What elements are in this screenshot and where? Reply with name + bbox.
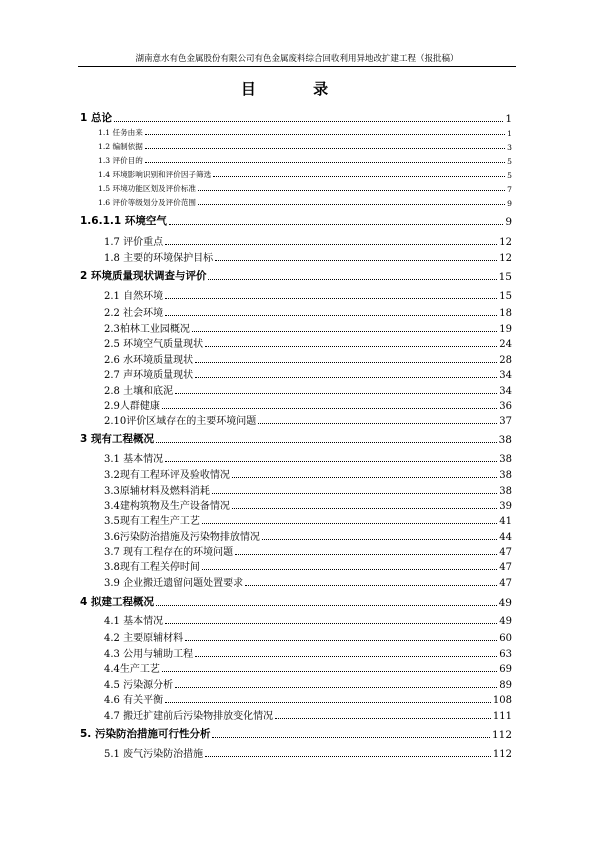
toc-page-number: 1 xyxy=(505,113,512,125)
toc-entry[interactable] xyxy=(104,707,512,722)
toc-entry-label: 3.7 现有工程存在的环境问题 xyxy=(104,547,234,558)
toc-entry[interactable] xyxy=(104,450,512,465)
toc-leader-dots xyxy=(235,554,497,555)
toc-entry-label: 3.6污染防治措施及污染物排放情况 xyxy=(104,532,260,543)
toc-page-number: 15 xyxy=(499,291,512,302)
toc-entry[interactable] xyxy=(80,594,512,609)
toc-leader-dots xyxy=(192,331,497,332)
toc-entry[interactable] xyxy=(80,110,512,125)
toc-entry-label: 5. 污染防治措施可行性分析 xyxy=(80,728,211,740)
toc-page-number: 5 xyxy=(507,157,512,166)
toc-leader-dots xyxy=(165,244,497,245)
toc-page-number: 39 xyxy=(499,501,512,512)
toc-leader-dots xyxy=(162,671,497,672)
toc-page-number: 28 xyxy=(499,355,512,366)
toc-entry[interactable] xyxy=(104,497,512,512)
toc-entry-label: 2.7 声环境质量现状 xyxy=(104,370,194,381)
toc-entry-label: 4.6 有关平衡 xyxy=(104,695,164,706)
toc-leader-dots xyxy=(198,204,505,205)
toc-entry-label: 4.5 污染源分析 xyxy=(104,680,174,691)
toc-page-number: 47 xyxy=(499,547,512,558)
toc-entry[interactable] xyxy=(104,366,512,381)
toc-page-number: 108 xyxy=(492,695,512,706)
toc-entry-label: 3.4建构筑物及生产设备情况 xyxy=(104,501,230,512)
toc-entry[interactable] xyxy=(104,558,512,573)
toc-page-number: 49 xyxy=(498,597,512,609)
toc-entry[interactable] xyxy=(104,574,512,589)
toc-page-number: 44 xyxy=(499,532,512,543)
toc-leader-dots xyxy=(215,260,497,261)
toc-entry[interactable] xyxy=(80,268,512,283)
toc-page-number: 38 xyxy=(498,434,512,446)
toc-entry[interactable] xyxy=(104,304,512,319)
toc-page-number: 7 xyxy=(507,185,512,194)
toc-page-number: 24 xyxy=(499,339,512,350)
toc-page-number: 60 xyxy=(499,633,512,644)
toc-entry-label: 2.3柏林工业园概况 xyxy=(104,324,190,335)
toc-entry-label: 3.1 基本情况 xyxy=(104,454,164,465)
toc-leader-dots xyxy=(156,442,497,443)
toc-entry-label: 2.2 社会环境 xyxy=(104,308,164,319)
toc-entry-label: 3.8现有工程关停时间 xyxy=(104,562,200,573)
toc-entry[interactable] xyxy=(98,127,512,138)
toc-page-number: 34 xyxy=(499,386,512,397)
toc-entry[interactable] xyxy=(104,351,512,366)
toc-entry-label: 2.6 水环境质量现状 xyxy=(104,355,194,366)
toc-leader-dots xyxy=(262,539,497,540)
toc-entry-label: 4.3 公用与辅助工程 xyxy=(104,649,194,660)
running-header: 湖南意水有色金属股份有限公司有色金属废料综合回收利用异地改扩建工程（报批稿） xyxy=(78,52,516,67)
toc-entry-label: 1.3 评价目的 xyxy=(98,156,143,165)
toc-page-number: 41 xyxy=(499,516,512,527)
toc-page-number: 49 xyxy=(499,616,512,627)
toc-page-number: 89 xyxy=(499,680,512,691)
toc-entry-label: 4.1 基本情况 xyxy=(104,616,164,627)
toc-entry-label: 1 总论 xyxy=(80,112,112,124)
toc-entry-label: 1.4 环境影响识别和评价因子筛选 xyxy=(98,170,212,179)
toc-leader-dots xyxy=(165,702,491,703)
toc-entry-label: 3 现有工程概况 xyxy=(80,433,154,445)
toc-leader-dots xyxy=(145,148,505,149)
toc-page-number: 12 xyxy=(499,237,512,248)
toc-leader-dots xyxy=(245,585,497,586)
toc-page-number: 112 xyxy=(491,729,512,741)
toc-leader-dots xyxy=(258,423,497,424)
toc-leader-dots xyxy=(232,508,497,509)
toc-entry[interactable] xyxy=(104,745,512,760)
toc-leader-dots xyxy=(114,121,503,122)
toc-entry[interactable] xyxy=(98,141,512,152)
toc-entry-label: 2.1 自然环境 xyxy=(104,291,164,302)
toc-leader-dots xyxy=(275,718,491,719)
toc-page-number: 47 xyxy=(499,562,512,573)
toc-entry[interactable] xyxy=(104,382,512,397)
toc-entry-label: 2.5 环境空气质量现状 xyxy=(104,339,204,350)
toc-entry[interactable] xyxy=(98,183,512,194)
toc-entry-label: 2.8 土壤和底泥 xyxy=(104,386,174,397)
toc-leader-dots xyxy=(175,687,497,688)
toc-page-number: 36 xyxy=(499,401,512,412)
toc-leader-dots xyxy=(145,134,505,135)
toc-entry[interactable] xyxy=(104,287,512,302)
toc-page-number: 9 xyxy=(505,216,512,228)
toc-entry-label: 1.2 编制依据 xyxy=(98,142,143,151)
toc-leader-dots xyxy=(145,162,505,163)
toc-entry-label: 4.4生产工艺 xyxy=(104,664,160,675)
toc-entry-label: 3.3原辅材料及燃料消耗 xyxy=(104,486,210,497)
toc-entry[interactable] xyxy=(98,169,512,180)
toc-entry[interactable] xyxy=(104,543,512,558)
toc-entry-label: 4.2 主要原辅材料 xyxy=(104,633,184,644)
toc-entry-label: 2.10评价区域存在的主要环境问题 xyxy=(104,416,257,427)
toc-entry[interactable] xyxy=(104,676,512,691)
toc-leader-dots xyxy=(212,737,490,738)
toc-leader-dots xyxy=(202,523,497,524)
toc-entry[interactable] xyxy=(104,691,512,706)
toc-page-number: 38 xyxy=(499,470,512,481)
toc-entry-label: 3.5现有工程生产工艺 xyxy=(104,516,200,527)
toc-entry[interactable] xyxy=(80,213,512,228)
toc-page-number: 1 xyxy=(507,129,512,138)
toc-entry[interactable] xyxy=(104,320,512,335)
toc-page-number: 19 xyxy=(499,324,512,335)
toc-entry[interactable] xyxy=(104,660,512,675)
toc-page-number: 3 xyxy=(507,143,512,152)
toc-entry[interactable] xyxy=(98,197,512,208)
toc-entry[interactable] xyxy=(80,431,512,446)
toc-leader-dots xyxy=(213,176,505,177)
toc-entry[interactable] xyxy=(104,512,512,527)
toc-entry-label: 1.8 主要的环境保护目标 xyxy=(104,253,214,264)
toc-leader-dots xyxy=(195,656,497,657)
toc-leader-dots xyxy=(195,377,497,378)
toc-leader-dots xyxy=(162,408,497,409)
toc-leader-dots xyxy=(212,493,497,494)
toc-entry[interactable] xyxy=(104,612,512,627)
toc-leader-dots xyxy=(195,362,497,363)
toc-page-number: 63 xyxy=(499,649,512,660)
toc-leader-dots xyxy=(198,190,505,191)
toc-entry-label: 5.1 废气污染防治措施 xyxy=(104,749,204,760)
toc-page-number: 5 xyxy=(507,171,512,180)
toc-entry[interactable] xyxy=(104,412,512,427)
toc-leader-dots xyxy=(156,605,497,606)
toc-entry[interactable] xyxy=(104,528,512,543)
toc-entry[interactable] xyxy=(104,466,512,481)
toc-page-number: 38 xyxy=(499,454,512,465)
toc-entry-label: 4 拟建工程概况 xyxy=(80,596,154,608)
toc-page-number: 112 xyxy=(492,749,512,760)
toc-leader-dots xyxy=(208,279,496,280)
toc-entry[interactable] xyxy=(104,249,512,264)
toc-page-number: 15 xyxy=(498,271,512,283)
toc-page-number: 111 xyxy=(492,711,512,722)
toc-page-number: 37 xyxy=(499,416,512,427)
toc-page-number: 12 xyxy=(499,253,512,264)
toc-entry-label: 1.1 任务由来 xyxy=(98,128,143,137)
toc-leader-dots xyxy=(165,298,497,299)
toc-entry[interactable] xyxy=(104,233,512,248)
toc-leader-dots xyxy=(165,315,497,316)
toc-entry-label: 3.2现有工程环评及验收情况 xyxy=(104,470,230,481)
toc-entry-label: 3.9 企业搬迁遗留问题处置要求 xyxy=(104,578,244,589)
toc-leader-dots xyxy=(205,756,491,757)
toc-entry[interactable] xyxy=(104,645,512,660)
toc-entry-label: 2.9人群健康 xyxy=(104,401,160,412)
toc-entry[interactable] xyxy=(104,482,512,497)
toc-entry-label: 4.7 搬迁扩建前后污染物排放变化情况 xyxy=(104,711,274,722)
toc-entry-label: 1.6 评价等级划分及评价范围 xyxy=(98,198,197,207)
toc-page-number: 9 xyxy=(507,199,512,208)
toc-page-number: 69 xyxy=(499,664,512,675)
toc-leader-dots xyxy=(165,623,497,624)
toc-entry[interactable] xyxy=(104,335,512,350)
page-title: 目 录 xyxy=(240,80,355,98)
toc-leader-dots xyxy=(205,346,497,347)
toc-entry-label: 2 环境质量现状调查与评价 xyxy=(80,270,207,282)
toc-leader-dots xyxy=(175,393,497,394)
toc-entry[interactable] xyxy=(104,397,512,412)
toc-entry-label: 1.5 环境功能区划及评价标准 xyxy=(98,184,197,193)
toc-leader-dots xyxy=(232,477,497,478)
toc-page-number: 47 xyxy=(499,578,512,589)
toc-leader-dots xyxy=(202,569,497,570)
toc-entry-label: 1.7 评价重点 xyxy=(104,237,164,248)
toc-leader-dots xyxy=(169,224,503,225)
toc-entry-label: 1.6.1.1 环境空气 xyxy=(80,215,167,227)
toc-entry[interactable] xyxy=(98,155,512,166)
toc-entry[interactable] xyxy=(104,629,512,644)
toc-page-number: 18 xyxy=(499,308,512,319)
toc-page-number: 38 xyxy=(499,486,512,497)
toc-leader-dots xyxy=(165,461,497,462)
toc-entry[interactable] xyxy=(80,726,512,741)
toc-leader-dots xyxy=(185,640,497,641)
toc-page-number: 34 xyxy=(499,370,512,381)
